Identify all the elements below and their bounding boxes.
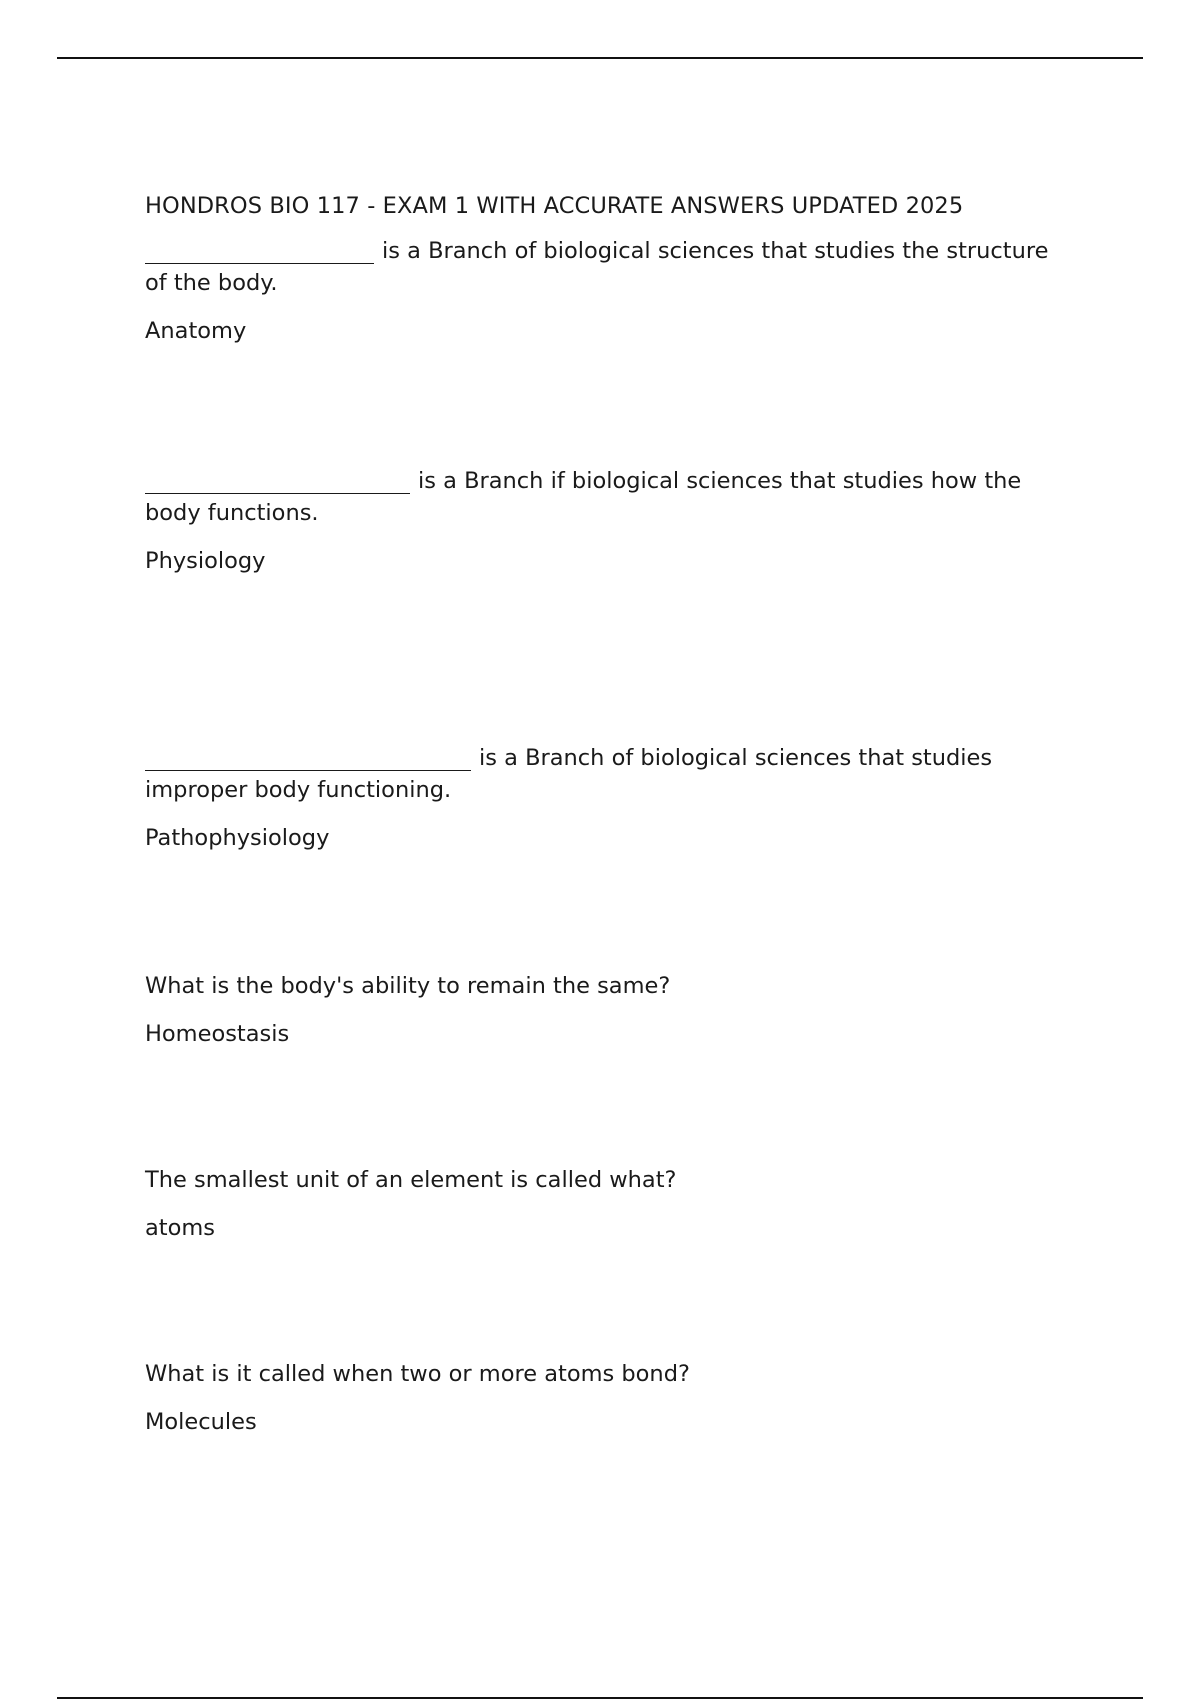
answer: Physiology	[145, 548, 266, 574]
answer: Pathophysiology	[145, 825, 330, 851]
qa-item	[145, 465, 1075, 577]
answer-blank	[145, 237, 374, 264]
footer-rule	[57, 1697, 1143, 1699]
question	[145, 235, 1075, 299]
qa-item	[145, 1164, 1075, 1244]
header-rule	[57, 57, 1143, 59]
document-title: HONDROS BIO 117 - EXAM 1 WITH ACCURATE ANSWERS UPDATED 2025	[145, 193, 964, 219]
qa-item	[145, 970, 1075, 1050]
answer: Anatomy	[145, 318, 247, 344]
answer: Homeostasis	[145, 1021, 290, 1047]
question: What is it called when two or more atoms bond?	[145, 1361, 690, 1387]
question: What is the body's ability to remain the same?	[145, 973, 671, 999]
answer-blank	[145, 467, 410, 494]
question-text: is a Branch of biological sciences that studies the structure of the body.	[145, 238, 1049, 296]
document-body	[145, 190, 1075, 1435]
question	[145, 465, 1075, 529]
qa-item	[145, 742, 1075, 854]
answer-blank	[145, 744, 471, 771]
answer: atoms	[145, 1215, 216, 1241]
question: The smallest unit of an element is called what?	[145, 1167, 677, 1193]
question	[145, 742, 1075, 806]
question-text: is a Branch if biological sciences that studies how the body functions.	[145, 468, 1022, 526]
question-text: is a Branch of biological sciences that studies improper body functioning.	[145, 745, 993, 803]
answer: Molecules	[145, 1409, 257, 1435]
qa-item	[145, 1358, 1075, 1438]
qa-item	[145, 235, 1075, 347]
